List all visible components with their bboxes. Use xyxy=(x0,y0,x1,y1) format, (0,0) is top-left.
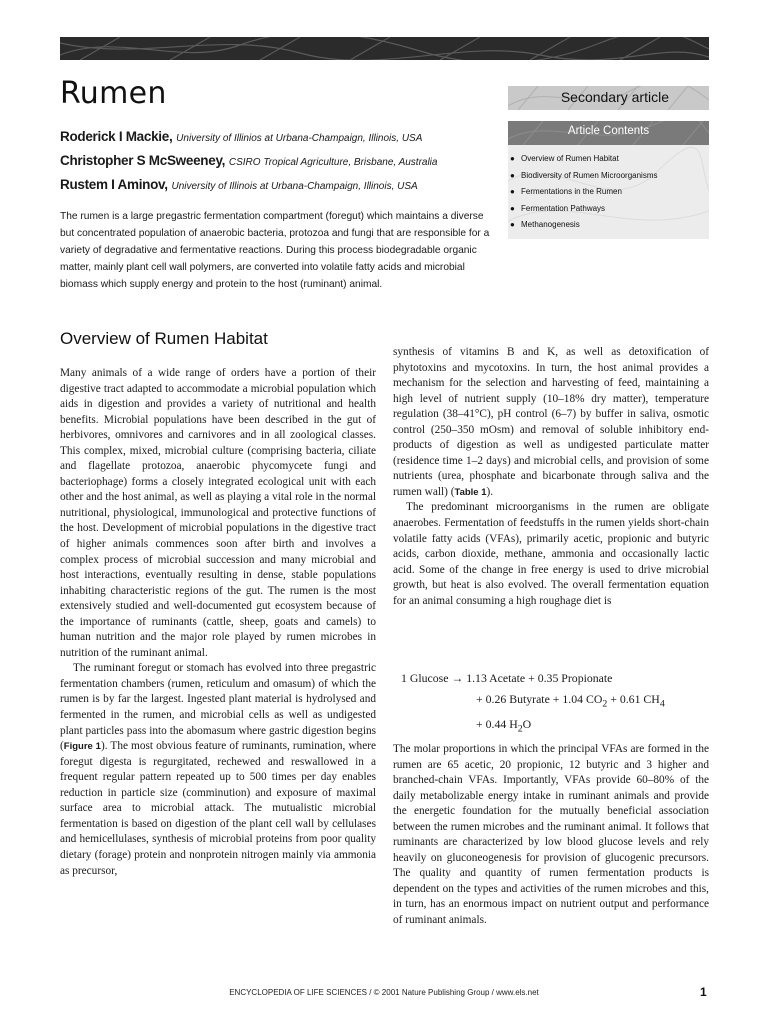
header-banner xyxy=(60,37,709,60)
author-entry xyxy=(60,174,500,198)
equation-subscript: 4 xyxy=(659,698,665,710)
bullet-icon: ● xyxy=(510,187,515,196)
right-column-top xyxy=(393,345,709,609)
article-title: Rumen xyxy=(60,76,167,111)
author-name: Rustem I Aminov, xyxy=(60,177,168,192)
author-list xyxy=(60,126,500,198)
author-affiliation: University of Illinois at Urbana-Champaign, Illinois, USA xyxy=(171,181,418,192)
author-name: Christopher S McSweeney, xyxy=(60,153,226,168)
contents-item-label: Methanogenesis xyxy=(521,220,580,229)
bullet-icon: ● xyxy=(510,154,515,163)
body-paragraph: Many animals of a wide range of orders have a portion of their digestive tract adapted to accommodate a microbial population which aids in digestion and provides a variety of nutritional and health benefits. Microbial populations have been described in the gut of herbivores, omnivores and carnivores and in all zoological classes. This complex, mixed, microbial culture (comprising bacteria, ciliate and flagellate protozoa, anaerobic phycomycete fungi and bacteriophage) forms a closely integrated ecological unit with each other and the host animal, as well as playing a vital role in the normal nutritional, physiological, immunological and protective functions of the host. Development of microbial populations in the digestive tract of higher animals commences soon after birth and involves a complex process of microbial succession and many microbial and host interactions, eventually resulting in dense, stable populations inhabiting characteristic regions of the gut. The rumen is the most extensively studied and well-documented gut ecosystem because of the importance of ruminants (cattle, sheep, goats and camels) to human nutrition and the major role played by rumen microbes in nutrition of the ruminant animal. xyxy=(60,367,376,659)
figure-1-link[interactable]: Figure 1 xyxy=(63,741,101,753)
page-number: 1 xyxy=(700,985,707,999)
article-contents-box xyxy=(508,121,709,239)
contents-item-label: Overview of Rumen Habitat xyxy=(521,154,619,163)
contents-item-label: Biodiversity of Rumen Microorganisms xyxy=(521,170,658,180)
bullet-icon: ● xyxy=(510,203,515,213)
author-entry xyxy=(60,150,500,174)
equation-subscript: 2 xyxy=(602,698,608,710)
contents-heading: Article Contents xyxy=(567,125,650,137)
contents-item-methanogenesis[interactable] xyxy=(508,217,709,234)
author-name: Roderick I Mackie, xyxy=(60,129,173,144)
contents-item-label: Fermentations in the Rumen xyxy=(521,187,622,196)
paragraph-text: The ruminant foregut or stomach has evolved into three pregastric fermentation chambers (rumen, reticulum and omasum) of which the rumen is by far the largest. Ingested plant material is hydrolysed and fermented in the rumen, and microbial cells as well as undigested plant particles pass into the abomasum where gastric digestion begins ( xyxy=(60,662,376,753)
article-type-label: Secondary article xyxy=(560,89,669,105)
equation-subscript: 2 xyxy=(517,723,523,735)
contents-header xyxy=(508,121,709,145)
contents-item-biodiversity[interactable] xyxy=(508,168,709,185)
author-entry xyxy=(60,126,500,150)
contents-list xyxy=(508,145,709,234)
page-footer: ENCYCLOPEDIA OF LIFE SCIENCES / © 2001 Nature Publishing Group / www.els.net xyxy=(229,988,539,997)
equation-line xyxy=(401,689,711,714)
equation-text: + 0.61 CH xyxy=(607,692,660,706)
contents-item-label: Fermentation Pathways xyxy=(521,203,606,213)
table-1-link[interactable]: Table 1 xyxy=(454,486,487,498)
body-paragraph: The molar proportions in which the principal VFAs are formed in the rumen are 65 acetic, 20 propionic, 12 butyric and 3 higher and branched-chain VFAs. Importantly, VFAs provide 60–80% of the daily metabolizable energy intake in ruminant animals and provide the energetic foundation for the mutually beneficial association between the rumen microbes and the ruminant animal. It follows that ruminants are characterized by low blood glucose levels and rely heavily on gluconeogenesis for provision of glucogenic precursors. The quality and quantity of rumen fermentation products is dependent on the types and activities of the rumen microbes and this, in turn, has an enormous impact on nutrient output and performance of ruminant animals. xyxy=(393,743,709,927)
author-affiliation: University of Illinios at Urbana-Champaign, Illinois, USA xyxy=(176,133,423,144)
abstract: The rumen is a large pregastric fermentation compartment (foregut) which maintains a diverse but concentrated population of anaerobic bacteria, protozoa and fungi that are responsible for a variety of degradative and fermentative reactions. During this process biodegradable organic matter, mainly plant cell wall polymers, are converted into volatile fatty acids and microbial biomass which supply energy and protein to the host (ruminant) animal. xyxy=(60,211,490,290)
equation-line: 1 Glucose → 1.13 Acetate + 0.35 Propionate xyxy=(401,671,613,685)
equation-text: + 0.44 H xyxy=(476,717,518,732)
body-paragraph: The predominant microorganisms in the rumen are obligate anaerobes. Fermentation of feedstuffs in the rumen yields short-chain volatile fatty acids (VFAs), primarily acetic, propionic and butyric acids, carbon dioxide, methane, ammonia and occasionally lactic acid. Some of the change in free energy is used to drive microbial growth, but heat is also evolved. The overall fermentation equation for an animal consuming a high roughage diet is xyxy=(393,501,709,607)
paragraph-text: synthesis of vitamins B and K, as well as detoxification of phytotoxins and mycotoxins. In turn, the host animal provides a mechanism for the selection and harvesting of feed, maintaining a high level of nutrient supply (10–18% dry matter), temperature regulation (38–41°C), pH control (6–7) by buffer in saliva, osmotic control (250–350 mOsm) and removal of soluble inhibitory end-products of digestion as well as undigested particulate matter (residence time 1–2 days) and microbial cells, and provision of some nutrients (urea, phosphate and bicarbonate through saliva and the rumen wall) ( xyxy=(393,346,709,498)
banner-swirl-decoration xyxy=(60,37,709,60)
fermentation-equation xyxy=(401,668,711,740)
body-paragraph xyxy=(393,345,709,500)
author-affiliation: CSIRO Tropical Agriculture, Brisbane, Australia xyxy=(228,157,438,168)
bullet-icon: ● xyxy=(510,170,515,180)
contents-item-pathways[interactable] xyxy=(508,201,709,218)
bullet-icon: ● xyxy=(510,220,515,229)
contents-item-overview[interactable] xyxy=(508,151,709,168)
equation-text: + 0.26 Butyrate + 1.04 CO xyxy=(476,692,603,706)
contents-item-fermentations[interactable] xyxy=(508,184,709,201)
article-type-badge xyxy=(508,86,709,110)
body-paragraph xyxy=(60,661,376,879)
equation-text: O xyxy=(522,717,532,732)
section-title: Overview of Rumen Habitat xyxy=(60,329,268,348)
left-column xyxy=(60,366,376,879)
paragraph-text: ). The most obvious feature of ruminants, rumination, where foregut digesta is regurgitated, rechewed and reswallowed in a frequent regular pattern repeated up to 500 times per day enables reduction in particle size (comminution) and exposure of maximal surface area to microbial attack. The mutualistic microbial fermentation is based on digestion of the plant cell wall by cellulases and hemicellulases, synthesis of microbial proteins from poor quality dietary (forage) protein and nonprotein nitrogen mainly via ammonia as precursor, xyxy=(60,740,376,877)
equation-line xyxy=(401,714,711,739)
paragraph-text: ). xyxy=(486,485,494,498)
right-column-bottom xyxy=(393,742,709,929)
